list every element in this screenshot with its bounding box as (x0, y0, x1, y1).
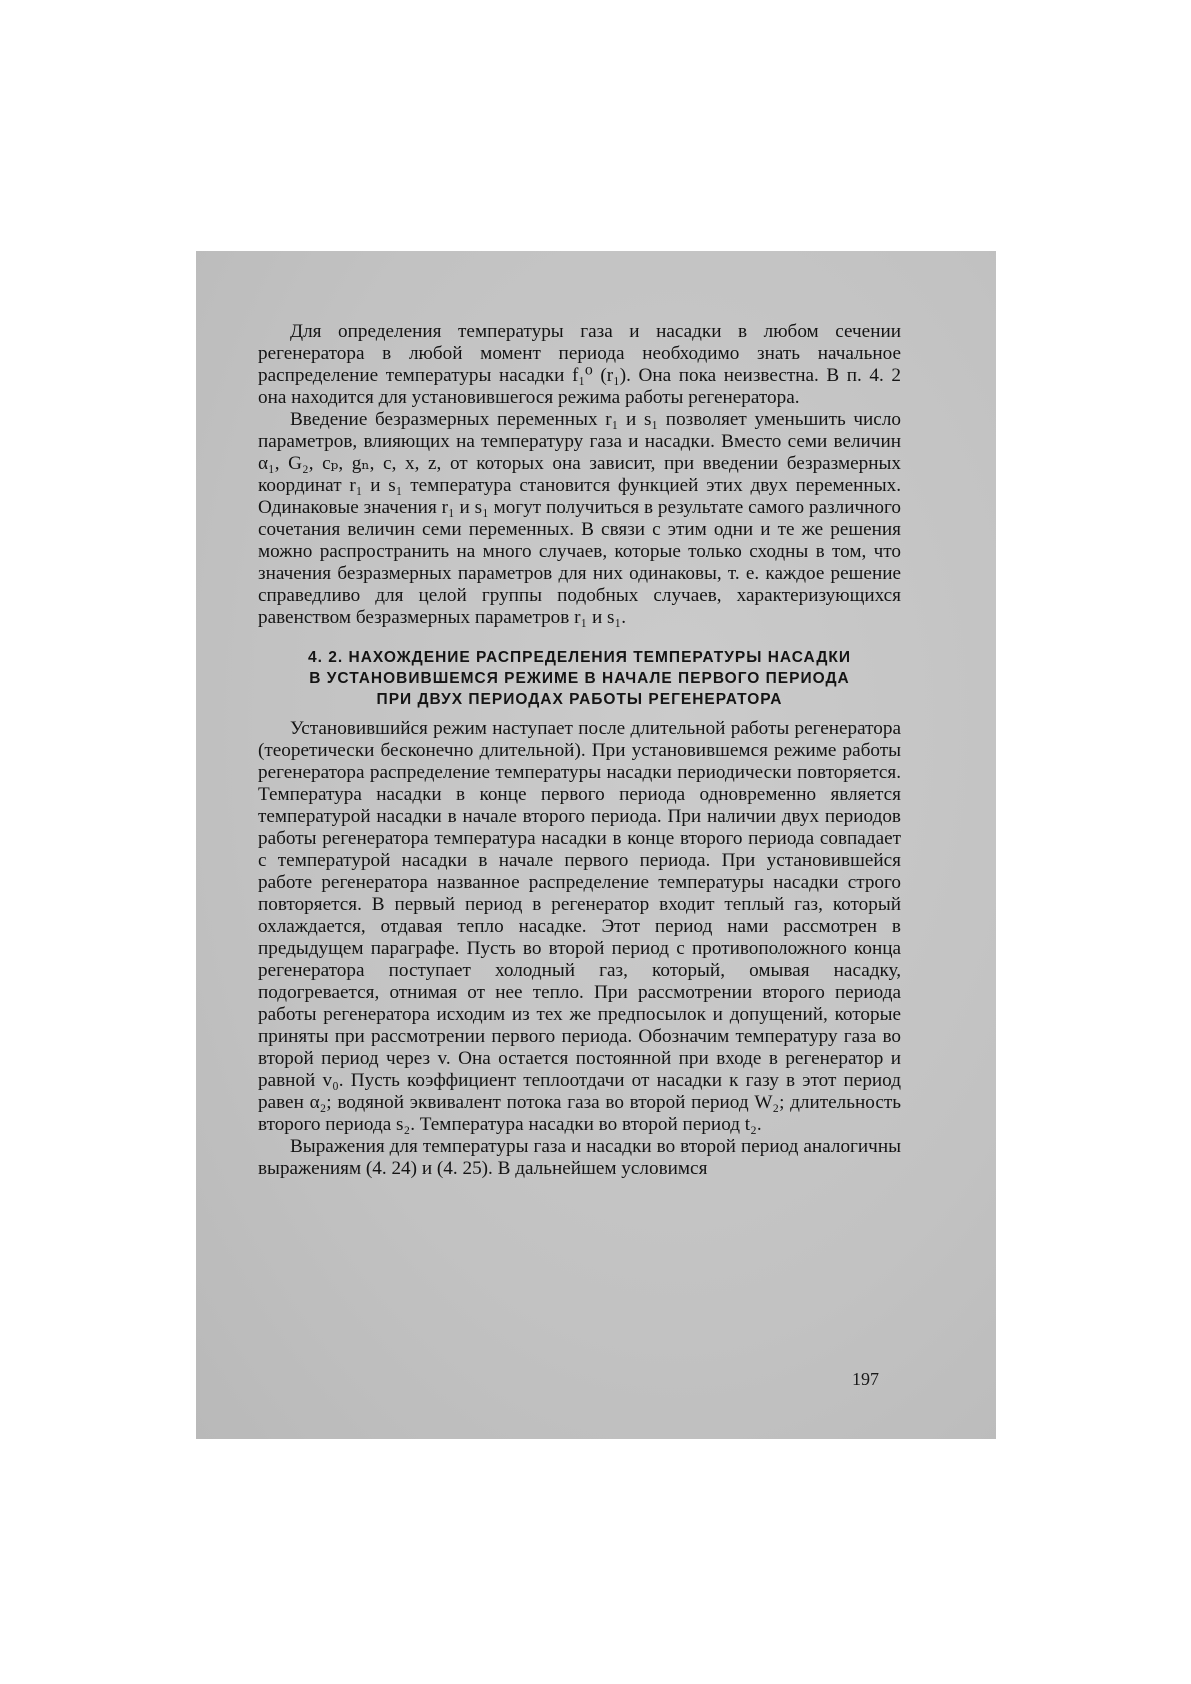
section-heading-line-1: 4. 2. НАХОЖДЕНИЕ РАСПРЕДЕЛЕНИЯ ТЕМПЕРАТУРЫ НАСАДКИ (308, 649, 851, 666)
section-heading-line-3: ПРИ ДВУХ ПЕРИОДАХ РАБОТЫ РЕГЕНЕРАТОРА (376, 691, 783, 708)
section-heading-line-2: В УСТАНОВИВШЕМСЯ РЕЖИМЕ В НАЧАЛЕ ПЕРВОГО ПЕРИОДА (309, 670, 850, 687)
page-text (258, 321, 901, 1180)
scanned-page (196, 251, 996, 1439)
paragraph-section-1: Установившийся режим наступает после длительной работы регенератора (теоретически бесконечно длительной). При установившемся режиме работы регенератора распределение температуры насадки периодически повторяется. Температура насадки в конце первого периода одновременно является температурой насадки в начале второго периода. При наличии двух периодов работы регенератора температура насадки в конце второго периода совпадает с температурой насадки в начале первого периода. При установившейся работе регенератора названное распределение температуры насадки строго повторяется. В первый период в регенератор входит теплый газ, который охлаждается, отдавая тепло насадке. Этот период нами рассмотрен в предыдущем параграфе. Пусть во второй период с противоположного конца регенератора поступает холодный газ, который, омывая насадку, подогревается, отнимая от нее тепло. При рассмотрении второго периода работы регенератора исходим из тех же предпосылок и допущений, которые приняты при рассмотрении первого периода. Обозначим температуру газа во второй период через v. Она остается постоянной при входе в регенератор и равной v₀. Пусть коэффициент теплоотдачи от насадки к газу в этот период равен α₂; водяной эквивалент потока газа во второй период W₂; длительность второго периода s₂. Температура насадки во второй период t₂. (258, 718, 901, 1135)
paragraph-section-2: Выражения для температуры газа и насадки во второй период аналогичны выражениям (4. 24) и (4. 25). В дальнейшем условимся (258, 1136, 901, 1179)
section-heading (258, 647, 901, 710)
paragraph-intro-1: Для определения температуры газа и насадки в любом сечении регенератора в любой момент периода необходимо знать начальное распределение температуры насадки f₁⁰ (r₁). Она пока неизвестна. В п. 4. 2 она находится для установившегося режима работы регенератора. (258, 321, 901, 408)
page-number: 197 (852, 1369, 879, 1389)
paragraph-intro-2: Введение безразмерных переменных r₁ и s₁ позволяет уменьшить число параметров, влияющих на температуру газа и насадки. Вместо семи величин α₁, G₂, cₚ, gₙ, c, x, z, от которых она зависит, при введении безразмерных координат r₁ и s₁ температура становится функцией этих двух переменных. Одинаковые значения r₁ и s₁ могут получиться в результате самого различного сочетания величин семи переменных. В связи с этим одни и те же решения можно распространить на много случаев, которые только сходны в том, что значения безразмерных параметров для них одинаковы, т. е. каждое решение справедливо для целой группы подобных случаев, характеризующихся равенством безразмерных параметров r₁ и s₁. (258, 409, 901, 628)
